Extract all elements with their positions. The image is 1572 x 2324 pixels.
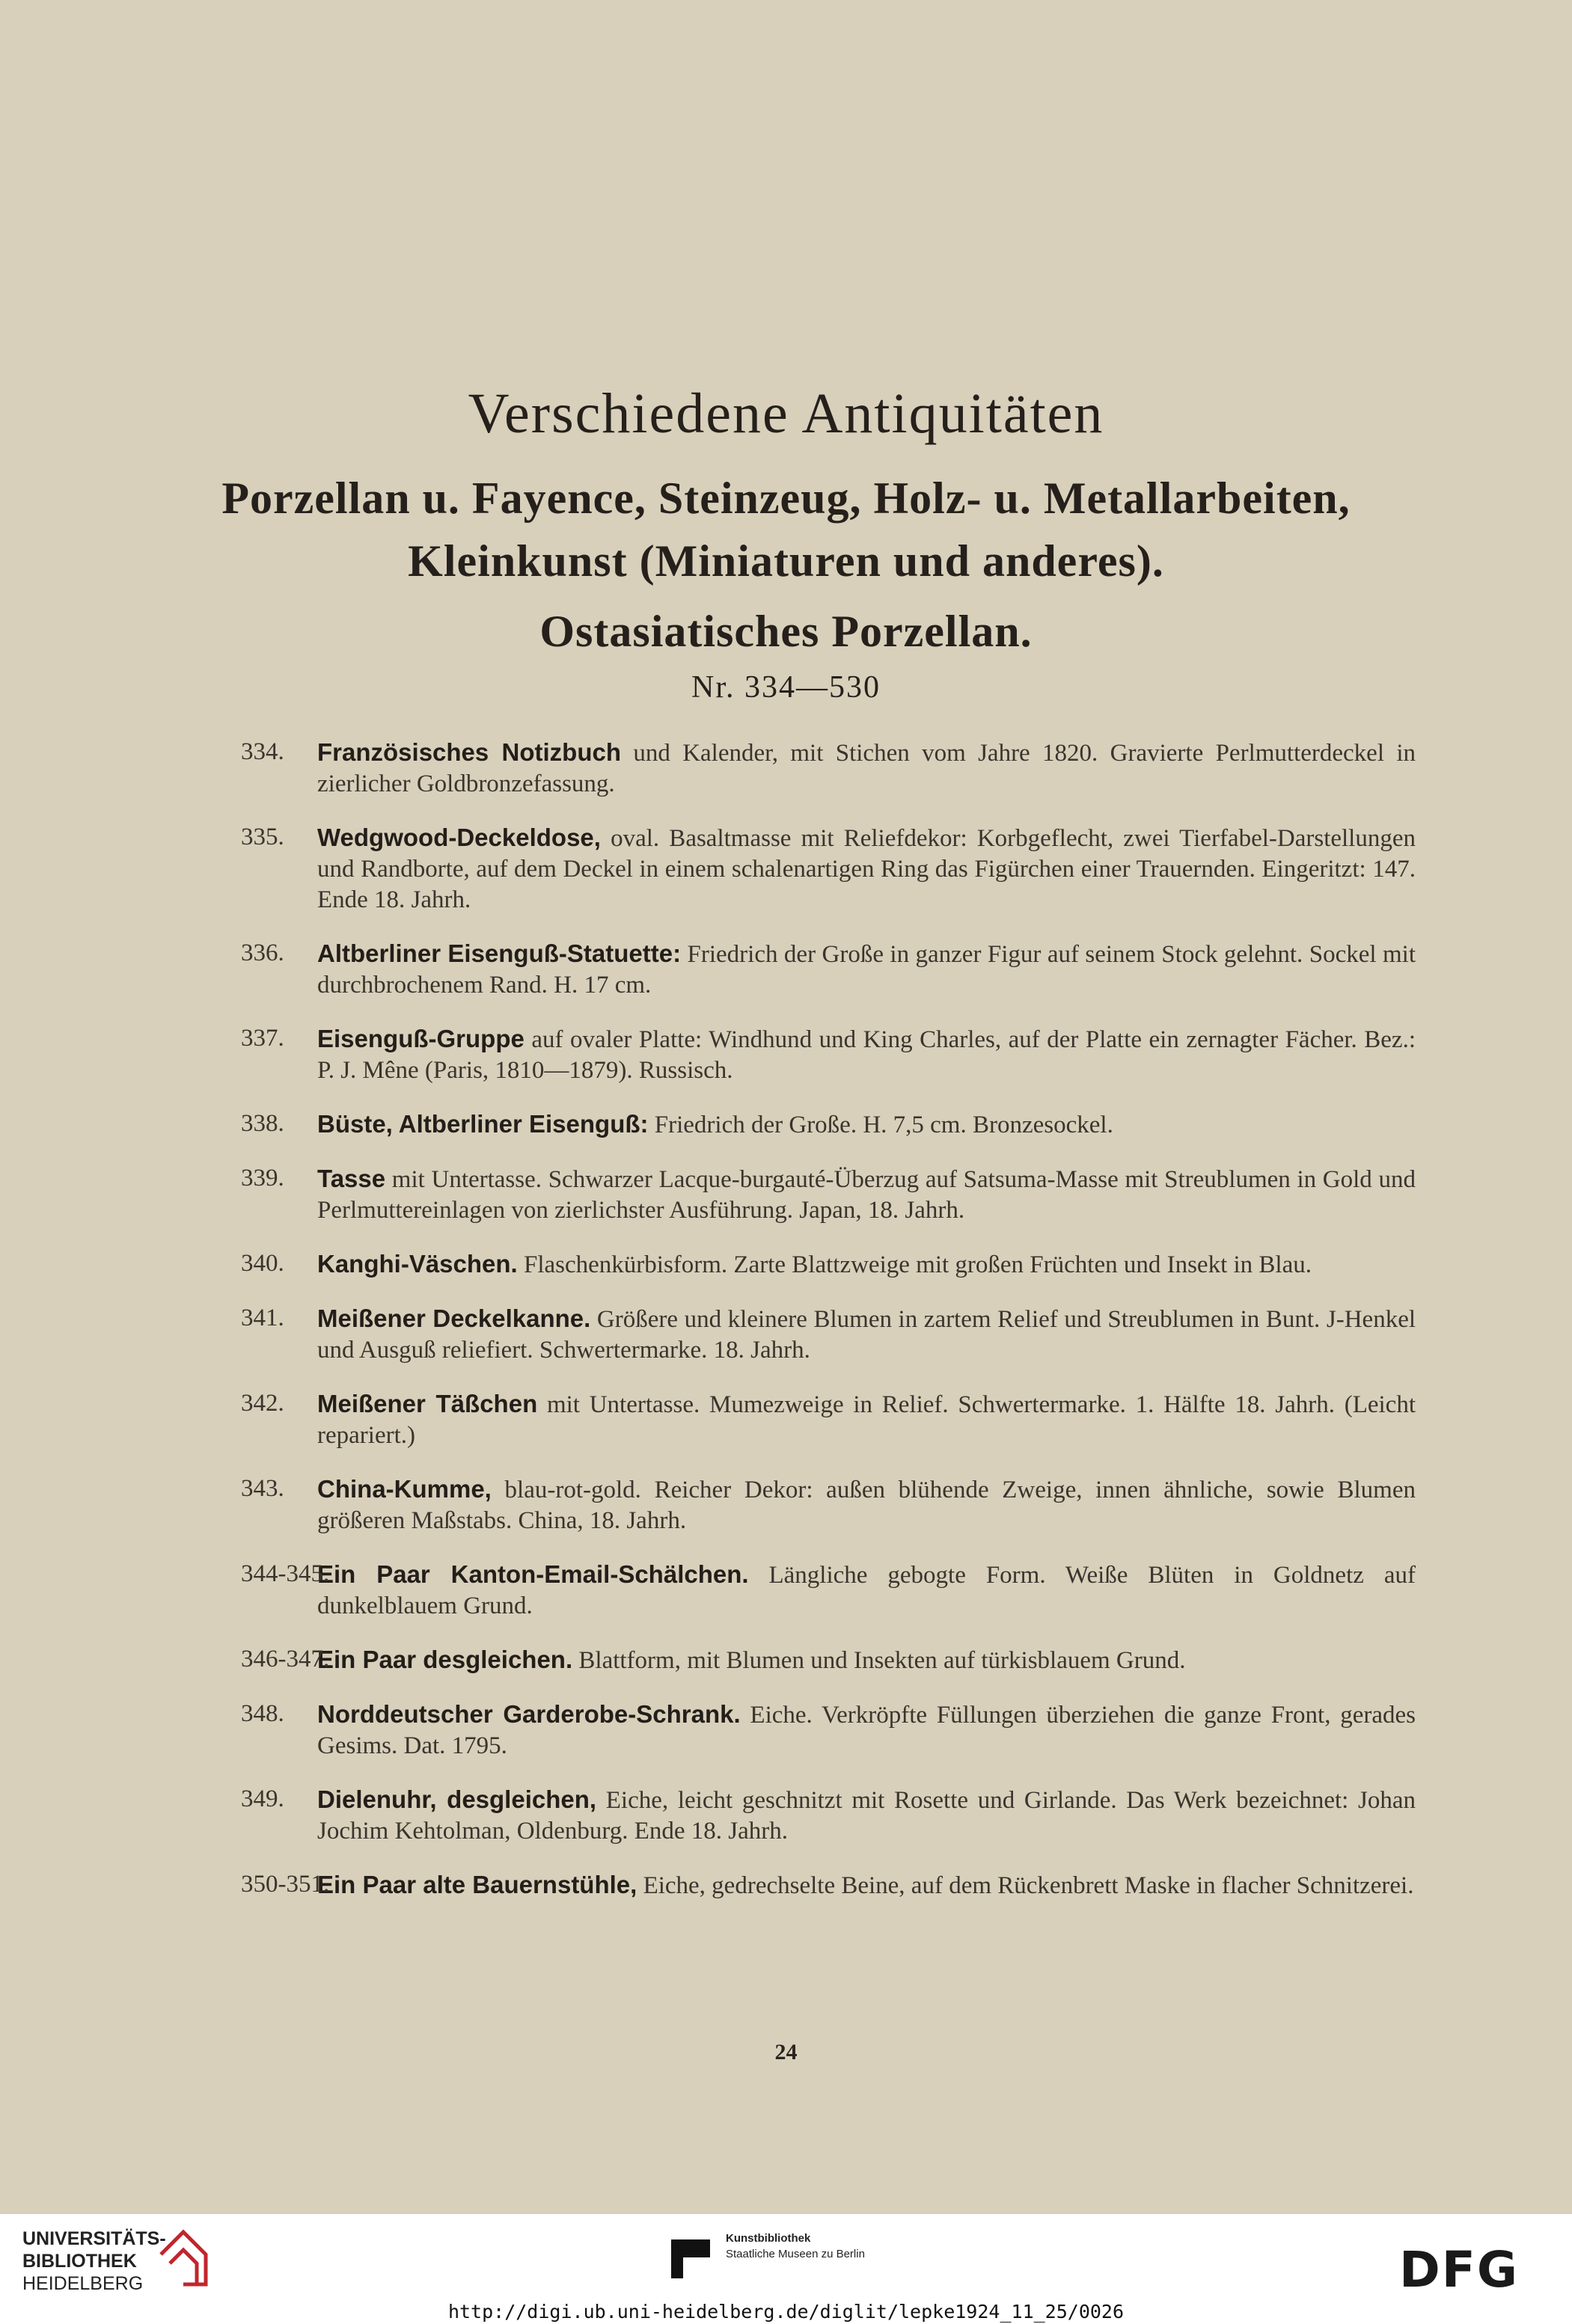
entry-number: 339. <box>241 1165 284 1192</box>
entry-text: und Kalender, mit Stichen vom Jahre 1820. Gravierte Perlmutterdeckel in zierlicher Goldbronzefassung. <box>317 740 1416 797</box>
entry-lead: Französisches Notizbuch <box>317 738 621 766</box>
entry-number: 348. <box>241 1700 284 1727</box>
entry-text: Größere und kleinere Blumen in zartem Relief und Streublumen in Bunt. J-Henkel und Ausguß reliefiert. Schwertermarke. 18. Jahrh. <box>317 1306 1416 1364</box>
kb-line-1: Kunstbibliothek <box>726 2232 811 2245</box>
catalog-entry <box>241 1559 1416 1622</box>
entry-text: Längliche gebogte Form. Weiße Blüten in Goldnetz auf dunkelblauem Grund. <box>317 1562 1416 1619</box>
entry-text: Eiche, leicht geschnitzt mit Rosette und Girlande. Das Werk bezeichnet: Johan Jochim Kehtolman, Oldenburg. Ende 18. Jahrh. <box>317 1787 1416 1845</box>
catalog-entry <box>241 1163 1416 1226</box>
entry-text: Friedrich der Große in ganzer Figur auf seinem Stock gelehnt. Sockel mit durchbrochenem Rand. H. 17 cm. <box>317 941 1416 999</box>
catalog-entry <box>241 1303 1416 1366</box>
entry-lead: Ein Paar Kanton-Email-Schälchen. <box>317 1560 749 1588</box>
kunstbibliothek-logo-icon <box>668 2236 713 2281</box>
catalog-entry <box>241 1784 1416 1847</box>
entry-number: 344-345. <box>241 1560 330 1587</box>
entry-lead: Meißener Deckelkanne. <box>317 1304 591 1332</box>
entry-text: Flaschenkürbisform. Zarte Blattzweige mit großen Früchten und Insekt in Blau. <box>517 1251 1312 1278</box>
source-url[interactable]: http://digi.ub.uni-heidelberg.de/diglit/lepke1924_11_25/0026 <box>447 2301 1125 2323</box>
ub-heidelberg-logo-icon <box>153 2225 213 2292</box>
entry-number: 342. <box>241 1390 284 1417</box>
catalog-entry <box>241 1699 1416 1762</box>
catalog-entries <box>241 737 1416 1924</box>
catalog-entry <box>241 938 1416 1001</box>
entry-number: 350-351. <box>241 1871 330 1898</box>
kb-line-2: Staatliche Museen zu Berlin <box>726 2248 865 2260</box>
entry-text: auf ovaler Platte: Windhund und King Charles, auf der Platte ein zernagter Fächer. Bez.: P. J. Mêne (Paris, 1810—1879). Russisch. <box>317 1026 1416 1084</box>
entry-number: 337. <box>241 1025 284 1052</box>
entry-lead: China-Kumme, <box>317 1475 492 1503</box>
entry-text: Eiche, gedrechselte Beine, auf dem Rückenbrett Maske in flacher Schnitzerei. <box>637 1872 1414 1899</box>
catalog-entry <box>241 737 1416 800</box>
dfg-logo[interactable]: DFG <box>1399 2241 1520 2299</box>
entry-text: mit Untertasse. Mumezweige in Relief. Schwertermarke. 1. Hälfte 18. Jahrh. (Leicht repariert.) <box>317 1391 1416 1449</box>
entry-lead: Ein Paar alte Bauernstühle, <box>317 1871 637 1898</box>
catalog-entry <box>241 1869 1416 1901</box>
entry-text: Eiche. Verkröpfte Füllungen überziehen die ganze Front, gerades Gesims. Dat. 1795. <box>317 1702 1416 1759</box>
entry-lead: Eisenguß-Gruppe <box>317 1025 524 1052</box>
page-title: Verschiedene Antiquitäten <box>468 382 1104 445</box>
entry-text: Friedrich der Große. H. 7,5 cm. Bronzesockel. <box>648 1112 1113 1138</box>
ub-heidelberg-logo-text[interactable] <box>22 2228 166 2295</box>
ub-line-2: BIBLIOTHEK <box>22 2251 137 2272</box>
entry-number: 338. <box>241 1110 284 1137</box>
subtitle-line-3: Ostasiatisches Porzellan. <box>539 607 1033 656</box>
entry-number: 349. <box>241 1785 284 1812</box>
entry-number: 335. <box>241 824 284 850</box>
footer-bar <box>0 2214 1572 2324</box>
catalog-entry <box>241 822 1416 916</box>
entry-lead: Norddeutscher Garderobe-Schrank. <box>317 1700 741 1728</box>
entry-lead: Tasse <box>317 1165 386 1192</box>
entry-lead: Ein Paar desgleichen. <box>317 1646 573 1673</box>
subtitle-line-1: Porzellan u. Fayence, Steinzeug, Holz- u. Metallarbeiten, <box>221 473 1351 523</box>
ub-line-1: UNIVERSITÄTS- <box>22 2228 166 2249</box>
entry-lead: Meißener Täßchen <box>317 1390 538 1417</box>
catalog-entry <box>241 1388 1416 1451</box>
ub-line-3: HEIDELBERG <box>22 2273 144 2294</box>
entry-number: 346-347. <box>241 1646 330 1673</box>
entry-number: 341. <box>241 1304 284 1331</box>
catalog-entry <box>241 1644 1416 1676</box>
entry-text: mit Untertasse. Schwarzer Lacque-burgauté-Überzug auf Satsuma-Masse mit Streublumen in Gold und Perlmuttereinlagen von zierlichster Ausführung. Japan, 18. Jahrh. <box>317 1166 1416 1224</box>
catalog-entry <box>241 1109 1416 1141</box>
page-number: 24 <box>774 2040 798 2064</box>
entry-text: blau-rot-gold. Reicher Dekor: außen blühende Zweige, innen ähnliche, sowie Blumen größeren Maßstabs. China, 18. Jahrh. <box>317 1477 1416 1534</box>
subtitle-line-2: Kleinkunst (Miniaturen und anderes). <box>408 536 1164 586</box>
entry-lead: Kanghi-Väschen. <box>317 1250 518 1278</box>
entry-lead: Büste, Altberliner Eisenguß: <box>317 1110 649 1138</box>
number-range: Nr. 334—530 <box>691 670 881 705</box>
catalog-entry <box>241 1023 1416 1086</box>
entry-lead: Dielenuhr, desgleichen, <box>317 1785 597 1813</box>
entry-number: 340. <box>241 1250 284 1277</box>
entry-text: oval. Basaltmasse mit Reliefdekor: Korbgeflecht, zwei Tierfabel-Darstellungen und Randborte, auf dem Deckel in einem schalenartigen Ring das Figürchen einer Trauernden. Eingeritzt: 147. Ende 18. Jahrh. <box>317 825 1416 913</box>
entry-text: Blattform, mit Blumen und Insekten auf türkisblauem Grund. <box>572 1647 1186 1674</box>
entry-lead: Wedgwood-Deckeldose, <box>317 824 601 851</box>
entry-number: 336. <box>241 939 284 966</box>
kunstbibliothek-text[interactable] <box>726 2231 865 2262</box>
catalog-entry <box>241 1248 1416 1281</box>
catalog-entry <box>241 1474 1416 1536</box>
entry-number: 334. <box>241 738 284 765</box>
entry-lead: Altberliner Eisenguß-Statuette: <box>317 939 682 967</box>
entry-number: 343. <box>241 1475 284 1502</box>
